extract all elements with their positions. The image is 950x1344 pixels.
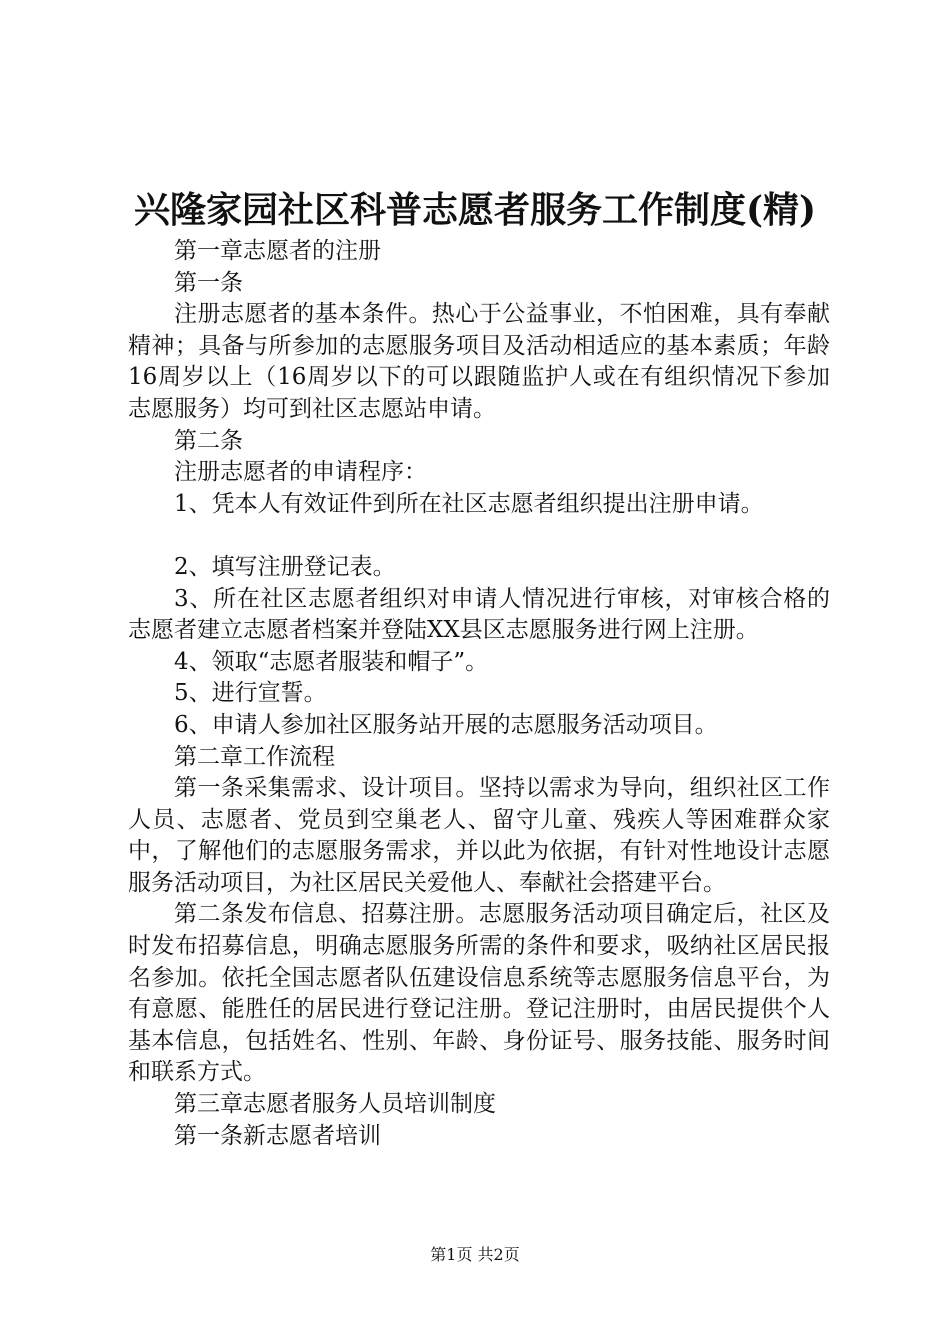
list-item: 1、凭本人有效证件到所在社区志愿者组织提出注册申请。 [174, 490, 764, 517]
document-body [128, 236, 830, 1152]
article-heading: 第一条新志愿者培训 [174, 1122, 381, 1149]
body-paragraph: 注册志愿者的基本条件。热心于公益事业，不怕困难，具有奉献精神；具备与所参加的志愿服务项目及活动相适应的基本素质；年龄16周岁以上（16周岁以下的可以跟随监护人或在有组织情况下参加志愿服务）均可到社区志愿站申请。 [128, 301, 830, 422]
chapter-heading: 第三章志愿者服务人员培训制度 [174, 1091, 496, 1118]
article-heading: 第一条 [174, 269, 243, 296]
chapter-heading: 第一章志愿者的注册 [174, 238, 381, 264]
page-number-footer: 第1页 共2页 [430, 1245, 520, 1264]
body-paragraph: 注册志愿者的申请程序： [174, 459, 427, 486]
blank-line [128, 520, 830, 552]
list-item: 5、进行宣誓。 [174, 680, 327, 707]
list-item: 3、所在社区志愿者组织对申请人情况进行审核，对审核合格的志愿者建立志愿者档案并登陆XX县区志愿服务进行网上注册。 [128, 585, 830, 644]
body-paragraph: 第二条发布信息、招募注册。志愿服务活动项目确定后，社区及时发布招募信息，明确志愿服务所需的条件和要求，吸纳社区居民报名参加。依托全国志愿者队伍建设信息系统等志愿服务信息平台，为有意愿、能胜任的居民进行登记注册。登记注册时，由居民提供个人基本信息，包括姓名、性别、年龄、身份证号、服务技能、服务时间和联系方式。 [128, 901, 830, 1086]
list-item: 6、申请人参加社区服务站开展的志愿服务活动项目。 [174, 711, 718, 738]
article-heading: 第二条 [174, 427, 243, 454]
chapter-heading: 第二章工作流程 [174, 743, 335, 770]
list-item: 2、填写注册登记表。 [174, 553, 396, 580]
body-paragraph: 第一条采集需求、设计项目。坚持以需求为导向，组织社区工作人员、志愿者、党员到空巢老人、留守儿童、残疾人等困难群众家中，了解他们的志愿服务需求，并以此为依据，有针对性地设计志愿服务活动项目，为社区居民关爱他人、奉献社会搭建平台。 [128, 775, 830, 896]
document-title: 兴隆家园社区科普志愿者服务工作制度(精) [133, 189, 817, 231]
list-item: 4、领取“志愿者服装和帽子”。 [174, 648, 489, 675]
